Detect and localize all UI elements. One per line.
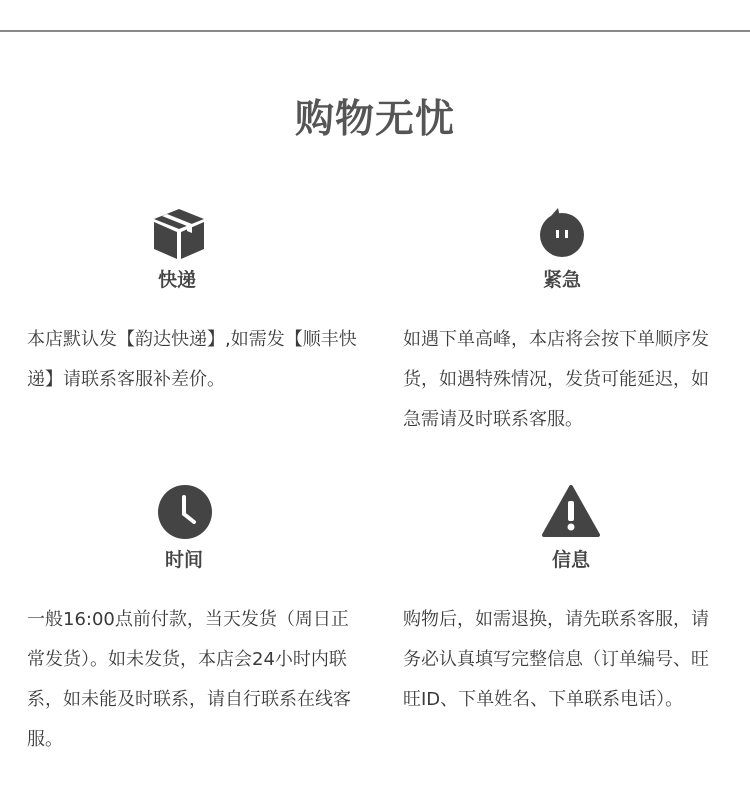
section-label-urgent: 紧急: [542, 269, 581, 291]
section-label-info: 信息: [551, 549, 590, 571]
section-text-time: 一般16:00点前付款，当天发货（周日正常发货）。如未发货，本店会24小时内联系，如未能及时联系，请自行联系在线客服。: [27, 609, 351, 750]
top-divider: [0, 30, 750, 32]
warning-icon: [541, 484, 601, 538]
page-title: 购物无忧: [294, 97, 455, 142]
section-label-time: 时间: [164, 549, 203, 571]
section-text-info: 购物后，如需退换，请先联系客服，请务必认真填写完整信息（订单编号、旺旺ID、下单姓名、下单联系电话）。: [403, 609, 709, 710]
section-text-express: 本店默认发【韵达快递】,如需发【顺丰快递】请联系客服补差价。: [27, 329, 357, 390]
section-label-express: 快递: [157, 269, 196, 291]
section-text-urgent: 如遇下单高峰，本店将会按下单顺序发货，如遇特殊情况，发货可能延迟，如急需请及时联系客服。: [403, 329, 709, 430]
box-icon: [150, 203, 208, 261]
speech-bubble-icon: [538, 208, 588, 258]
clock-icon: [157, 484, 213, 540]
